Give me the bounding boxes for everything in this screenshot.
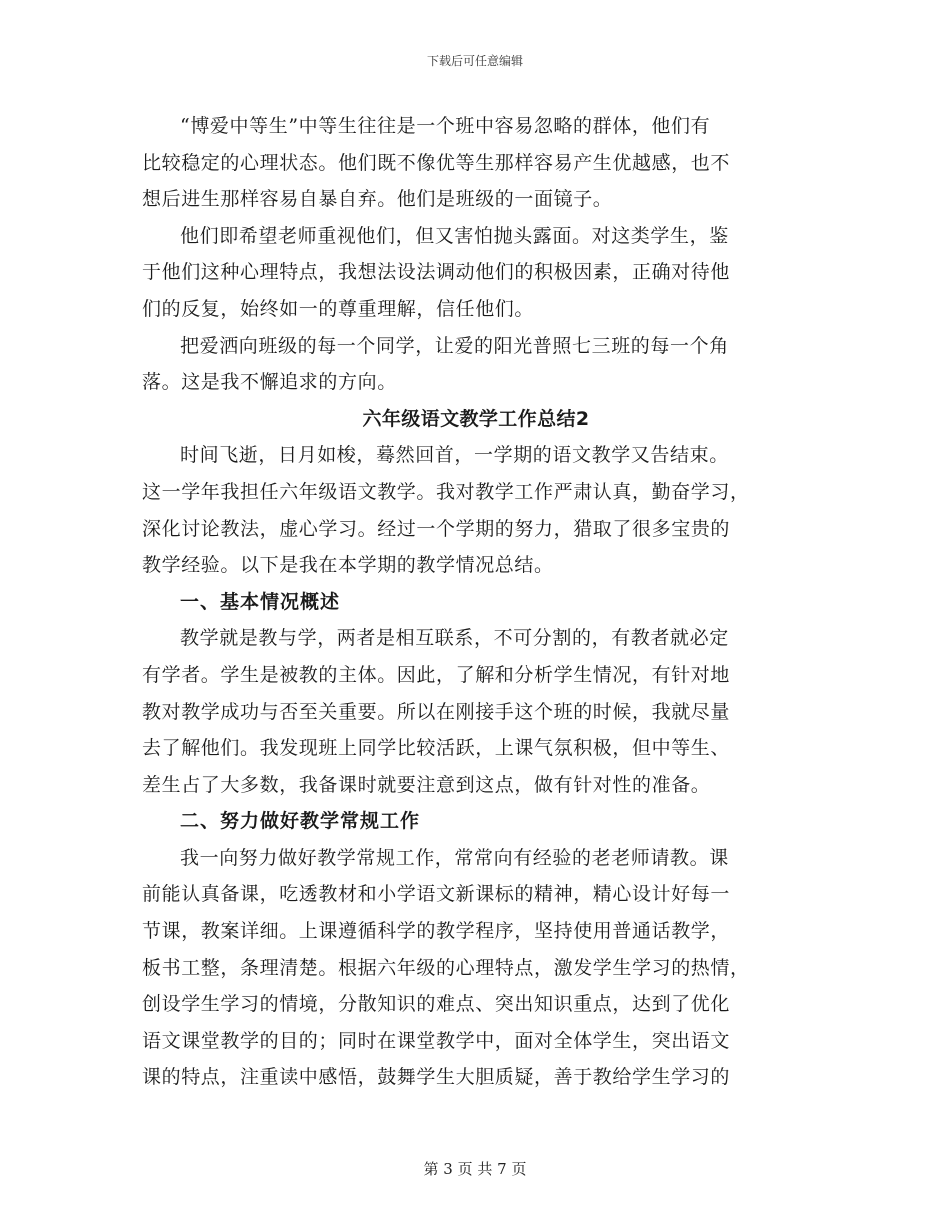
- heading-teaching-routine: 二、努力做好教学常规工作: [180, 810, 421, 833]
- paragraph-intro: 时间飞逝，日月如梭，蓦然回首，一学期的语文教学又告结束。 这一学年我担任六年级语文教学。我对教学工作严肃认真，勤奋学习， 深化讨论教法，虚心学习。经过一个学期的努力，猎取了很多宝贵的 教学经验。以下是我在本学期的教学情况总结。: [142, 444, 750, 577]
- paragraph-teaching-routine: 我一向努力做好教学常规工作，常常向有经验的老老师请教。课 前能认真备课，吃透教材和小学语文新课标的精神，精心设计好每一 节课，教案详细。上课遵循科学的教学程序，坚持使用普通话教学， 板书工整，条理清楚。根据六年级的心理特点，激发学生学习的热情， 创设学生学习的情境，分散知识的难点、突出知识重点，达到了优化 语文课堂教学的目的；同时在课堂教学中，面对全体学生，突出语文 课的特点，注重读中感悟，鼓舞学生大胆质疑，善于教给学生学习的: [142, 846, 750, 1089]
- paragraph-love-class: 把爱洒向班级的每一个同学，让爱的阳光普照七三班的每一个角 落。这是我不懈追求的方向。: [142, 334, 729, 394]
- heading-basic-situation: 一、基本情况概述: [180, 590, 341, 613]
- section-title: 六年级语文教学工作总结2: [362, 407, 590, 430]
- document-body: [142, 108, 810, 1096]
- paragraph-basic-situation: 教学就是教与学，两者是相互联系，不可分割的，有教者就必定 有学者。学生是被教的主体。因此，了解和分析学生情况，有针对地 教对教学成功与否至关重要。所以在刚接手这个班的时候，我就尽量 去了解他们。我发现班上同学比较活跃，上课气氛积极，但中等生、 差生占了大多数，我备课时就要注意到这点，做有针对性的准备。: [142, 627, 731, 796]
- paragraph-middle-students-approach: 他们即希望老师重视他们，但又害怕抛头露面。对这类学生，鉴 于他们这种心理特点，我想法设法调动他们的积极因素，正确对待他 们的反复，始终如一的尊重理解，信任他们。: [142, 224, 731, 320]
- page-number: 第 3 页 共 7 页: [423, 1160, 527, 1178]
- page-header: 下载后可任意编辑: [426, 54, 523, 68]
- paragraph-middle-students: “博爱中等生”中等生往往是一个班中容易忽略的群体，他们有 比较稳定的心理状态。他们既不像优等生那样容易产生优越感，也不 想后进生那样容易自暴自弃。他们是班级的一面镜子。: [142, 115, 731, 211]
